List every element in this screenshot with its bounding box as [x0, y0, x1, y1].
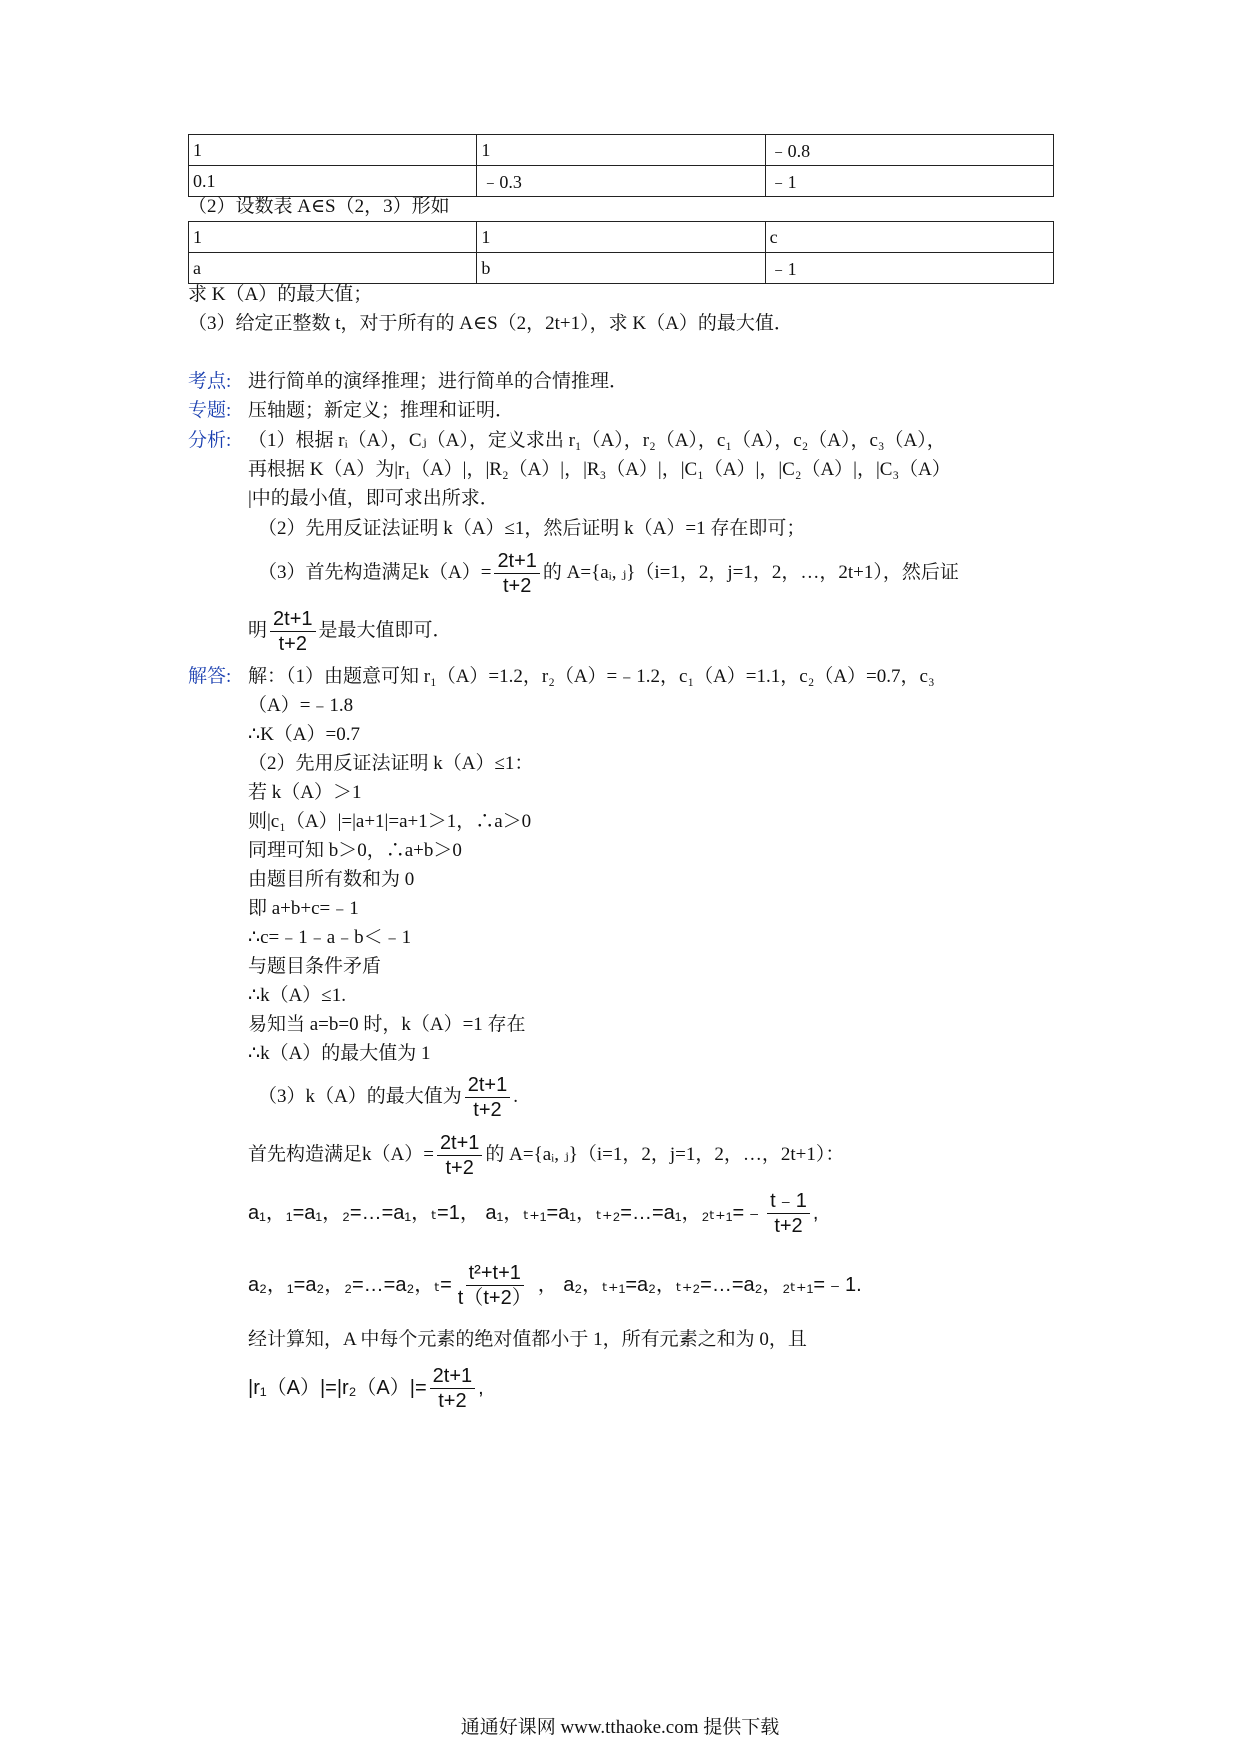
table-cell: ﹣0.8	[765, 135, 1053, 166]
question-2-ask: 求 K（A）的最大值；	[188, 284, 373, 305]
jieda-line-13: 易知当 a=b=0 时，k（A）=1 存在	[248, 1014, 526, 1035]
fraction	[455, 1261, 535, 1310]
text: 的 A={aᵢ, ⱼ}（i=1，2，j=1，2，…，2t+1），然后证	[542, 562, 959, 583]
fraction-numerator: 2t+1	[494, 549, 539, 574]
fraction-numerator: t﹣1	[767, 1189, 810, 1214]
text: 明	[248, 620, 268, 641]
table-cell: 1	[189, 135, 477, 166]
jieda-line-3: ∴K（A）=0.7	[248, 724, 360, 745]
table-cell: ﹣1	[765, 253, 1053, 284]
text: 的 A={aᵢ, ⱼ}（i=1，2，j=1，2，…，2t+1）：	[485, 1144, 845, 1165]
fenxi-line-6	[248, 606, 452, 656]
table-cell: 1	[477, 222, 765, 253]
jieda-line-4: （2）先用反证法证明 k（A）≤1：	[248, 753, 534, 774]
table-cell: 1	[189, 222, 477, 253]
fenxi-line-2: 再根据 K（A）为|r₁（A）|，|R₂（A）|，|R₃（A）|，|C₁（A）|，|C₂（A）|，|C₃（A）	[248, 459, 951, 480]
question-2-intro: （2）设数表 A∈S（2，3）形如	[188, 196, 450, 217]
table-row	[189, 222, 1054, 253]
fenxi-label: 分析:	[188, 430, 232, 451]
table-1	[188, 134, 1054, 197]
text: .	[513, 1086, 518, 1107]
fraction	[430, 1364, 475, 1413]
table-cell: a	[189, 253, 477, 284]
text: 是最大值即可．	[318, 620, 452, 641]
table-cell: c	[765, 222, 1053, 253]
fraction-denominator: t+2	[503, 575, 532, 598]
fraction-denominator: t+2	[278, 633, 307, 656]
fraction-numerator: 2t+1	[465, 1073, 510, 1098]
zhuanti-text: 压轴题；新定义；推理和证明．	[248, 400, 515, 421]
jieda-line-5: 若 k（A）＞1	[248, 782, 362, 803]
jieda-line-16	[248, 1130, 844, 1180]
fraction-denominator: t+2	[438, 1390, 467, 1413]
table-cell: ﹣1	[765, 166, 1053, 197]
text: a₁，₁=a₁，₂=…=a₁，ₜ=1， a₁，ₜ₊₁=a₁，ₜ₊₂=…=a₁，₂ₜ₊₁=﹣	[248, 1202, 765, 1224]
table-cell: b	[477, 253, 765, 284]
text: a₂，₁=a₂，₂=…=a₂，ₜ=	[248, 1274, 452, 1296]
jieda-line-11: 与题目条件矛盾	[248, 956, 382, 977]
fraction	[767, 1189, 810, 1238]
fraction-numerator: 2t+1	[437, 1131, 482, 1156]
table-2	[188, 221, 1054, 284]
jieda-line-12: ∴k（A）≤1.	[248, 985, 346, 1006]
kaodian-text: 进行简单的演绎推理；进行简单的合情推理．	[248, 371, 629, 392]
table-cell: ﹣0.3	[477, 166, 765, 197]
jieda-line-20	[248, 1363, 484, 1413]
text: ,	[478, 1377, 484, 1399]
fenxi-line-5	[258, 548, 959, 598]
fraction-numerator: 2t+1	[270, 607, 315, 632]
fraction-numerator: t²+t+1	[466, 1261, 524, 1286]
text: |r₁（A）|=|r₂（A）|=	[248, 1377, 427, 1399]
jieda-line-15	[258, 1072, 518, 1122]
jieda-line-6: 则|c₁（A）|=|a+1|=a+1＞1，∴a＞0	[248, 811, 532, 832]
fraction	[465, 1073, 510, 1122]
jieda-line-10: ∴c=﹣1﹣a﹣b＜﹣1	[248, 927, 412, 948]
jieda-label: 解答:	[188, 666, 232, 687]
jieda-line-18	[248, 1260, 862, 1310]
table-row	[189, 166, 1054, 197]
fenxi-line-3: |中的最小值，即可求出所求．	[248, 488, 499, 509]
kaodian-label: 考点:	[188, 371, 232, 392]
fraction-denominator: t+2	[774, 1215, 803, 1238]
jieda-line-7: 同理可知 b＞0，∴a+b＞0	[248, 840, 462, 861]
text: （3）k（A）的最大值为	[258, 1086, 462, 1107]
fraction	[270, 607, 315, 656]
table-cell: 1	[477, 135, 765, 166]
fraction	[437, 1131, 482, 1180]
jieda-line-1: 解：（1）由题意可知 r₁（A）=1.2，r₂（A）=﹣1.2，c₁（A）=1.1，c₂（A）=0.7，c₃	[248, 666, 935, 687]
fenxi-line-4: （2）先用反证法证明 k（A）≤1，然后证明 k（A）=1 存在即可；	[258, 518, 806, 539]
jieda-line-9: 即 a+b+c=﹣1	[248, 898, 359, 919]
fraction-denominator: t+2	[445, 1157, 474, 1180]
text: （3）首先构造满足k（A）=	[258, 562, 492, 583]
fraction-numerator: 2t+1	[430, 1364, 475, 1389]
zhuanti-label: 专题:	[188, 400, 232, 421]
jieda-line-17	[248, 1188, 818, 1238]
jieda-line-8: 由题目所有数和为 0	[248, 869, 415, 890]
jieda-line-14: ∴k（A）的最大值为 1	[248, 1043, 431, 1064]
fenxi-line-1: （1）根据 rᵢ（A），Cⱼ（A），定义求出 r₁（A），r₂（A），c₁（A），c₂（A），c₃（A），	[248, 430, 946, 451]
page-footer: 通通好课网 www.tthaoke.com 提供下载	[460, 1717, 780, 1738]
jieda-line-19: 经计算知，A 中每个元素的绝对值都小于 1，所有元素之和为 0，且	[248, 1329, 807, 1350]
fraction-denominator: t+2	[473, 1099, 502, 1122]
fraction	[494, 549, 539, 598]
question-3: （3）给定正整数 t，对于所有的 A∈S（2，2t+1），求 K（A）的最大值．	[188, 313, 793, 334]
table-cell: 0.1	[189, 166, 477, 197]
table-row	[189, 253, 1054, 284]
text: ,	[812, 1202, 819, 1224]
table-row	[189, 135, 1054, 166]
text: 首先构造满足k（A）=	[248, 1144, 434, 1165]
jieda-line-2: （A）=﹣1.8	[248, 695, 354, 716]
text: ， a₂，ₜ₊₁=a₂，ₜ₊₂=…=a₂，₂ₜ₊₁=﹣1.	[537, 1274, 862, 1296]
fraction-denominator: t（t+2）	[457, 1287, 532, 1310]
